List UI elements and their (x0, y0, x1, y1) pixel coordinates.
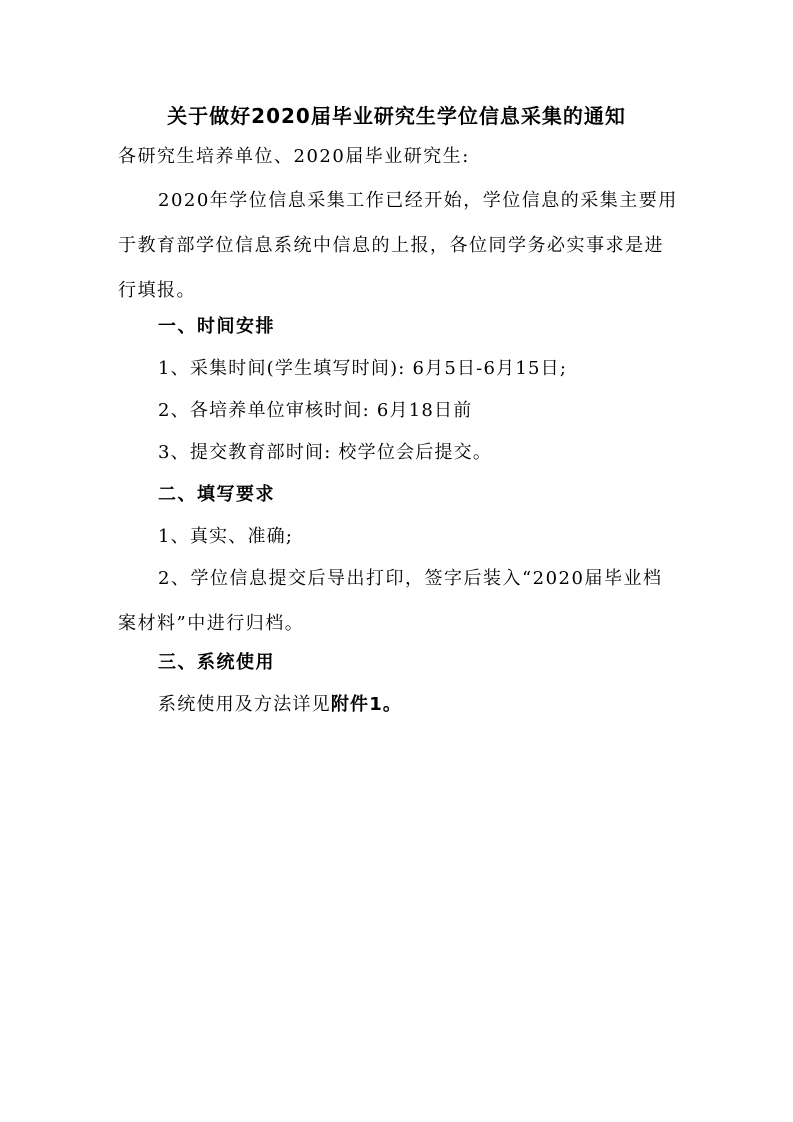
system-usage-line (158, 682, 402, 727)
greeting: 各研究生培养单位、2020届毕业研究生: (118, 146, 470, 167)
schedule-item-submit: 3、提交教育部时间: 校学位会后提交。 (158, 442, 493, 463)
schedule-item-review: 2、各培养单位审核时间: 6月18日前 (158, 400, 473, 421)
requirement-item-accuracy: 1、真实、准确; (158, 526, 294, 547)
requirement-item-archive: 2、学位信息提交后导出打印，签字后装入“2020届毕业档案材料”中进行归档。 (118, 568, 663, 634)
document-title: 关于做好2020届毕业研究生学位信息采集的通知 (167, 104, 626, 128)
intro-paragraph: 2020年学位信息采集工作已经开始，学位信息的采集主要用于教育部学位信息系统中信息的上报，各位同学务必实事求是进行填报。 (118, 190, 678, 301)
schedule-item-collection: 1、采集时间(学生填写时间): 6月5日-6月15日; (158, 358, 568, 379)
system-usage-text: 系统使用及方法详见 (158, 694, 331, 715)
section-heading-system: 三、系统使用 (158, 652, 275, 673)
attachment-reference: 附件1。 (330, 694, 403, 715)
section-heading-schedule: 一、时间安排 (158, 316, 275, 337)
section-heading-requirements: 二、填写要求 (158, 484, 275, 505)
